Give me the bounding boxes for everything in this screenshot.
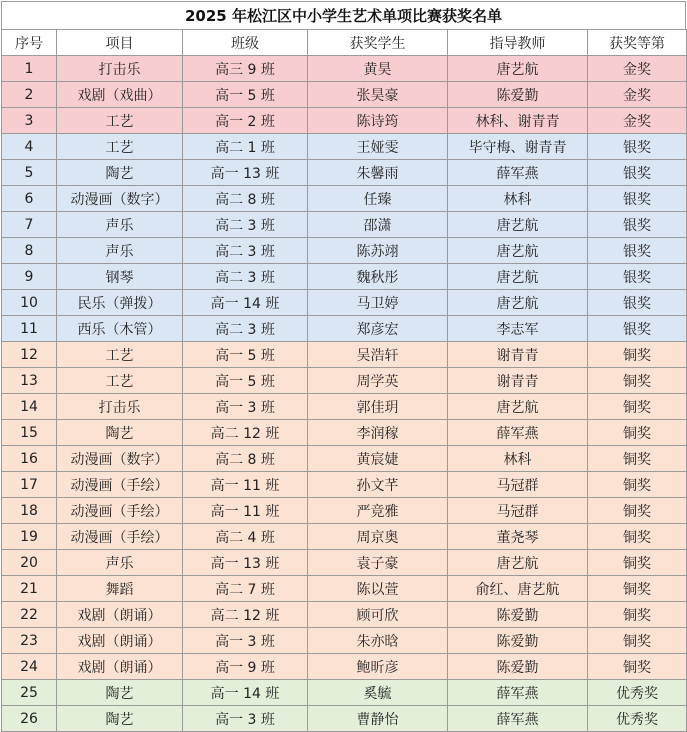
header-item: 项目 bbox=[57, 30, 183, 56]
cell-teacher: 林科、谢青青 bbox=[448, 108, 588, 134]
cell-item: 动漫画（数字） bbox=[57, 446, 183, 472]
cell-item: 舞蹈 bbox=[57, 576, 183, 602]
table-row bbox=[2, 472, 687, 498]
cell-student: 吴浩轩 bbox=[308, 342, 448, 368]
cell-class: 高二 3 班 bbox=[183, 238, 308, 264]
cell-number: 7 bbox=[2, 212, 57, 238]
table-body bbox=[2, 56, 687, 732]
cell-award: 铜奖 bbox=[588, 342, 687, 368]
cell-item: 戏剧（朗诵） bbox=[57, 602, 183, 628]
cell-item: 戏剧（朗诵） bbox=[57, 654, 183, 680]
table-row bbox=[2, 420, 687, 446]
cell-number: 22 bbox=[2, 602, 57, 628]
cell-item: 声乐 bbox=[57, 238, 183, 264]
cell-class: 高二 8 班 bbox=[183, 186, 308, 212]
cell-student: 朱亦晗 bbox=[308, 628, 448, 654]
table-row bbox=[2, 524, 687, 550]
cell-class: 高一 5 班 bbox=[183, 82, 308, 108]
cell-class: 高一 9 班 bbox=[183, 654, 308, 680]
cell-award: 银奖 bbox=[588, 316, 687, 342]
cell-student: 魏秋彤 bbox=[308, 264, 448, 290]
cell-award: 铜奖 bbox=[588, 524, 687, 550]
cell-class: 高二 3 班 bbox=[183, 212, 308, 238]
cell-teacher: 谢青青 bbox=[448, 368, 588, 394]
header-number: 序号 bbox=[2, 30, 57, 56]
cell-item: 工艺 bbox=[57, 342, 183, 368]
cell-item: 民乐（弹拨） bbox=[57, 290, 183, 316]
cell-item: 声乐 bbox=[57, 212, 183, 238]
cell-number: 18 bbox=[2, 498, 57, 524]
cell-award: 铜奖 bbox=[588, 602, 687, 628]
cell-student: 周学英 bbox=[308, 368, 448, 394]
cell-award: 优秀奖 bbox=[588, 706, 687, 732]
cell-item: 钢琴 bbox=[57, 264, 183, 290]
table-header bbox=[2, 30, 687, 56]
cell-class: 高一 11 班 bbox=[183, 472, 308, 498]
cell-class: 高二 1 班 bbox=[183, 134, 308, 160]
cell-award: 银奖 bbox=[588, 212, 687, 238]
cell-teacher: 俞红、唐艺航 bbox=[448, 576, 588, 602]
cell-item: 打击乐 bbox=[57, 56, 183, 82]
cell-class: 高一 3 班 bbox=[183, 706, 308, 732]
cell-award: 铜奖 bbox=[588, 628, 687, 654]
cell-item: 陶艺 bbox=[57, 680, 183, 706]
cell-student: 朱馨雨 bbox=[308, 160, 448, 186]
cell-student: 黄昊 bbox=[308, 56, 448, 82]
cell-item: 声乐 bbox=[57, 550, 183, 576]
cell-student: 孙文芊 bbox=[308, 472, 448, 498]
table-row bbox=[2, 134, 687, 160]
cell-student: 袁子豪 bbox=[308, 550, 448, 576]
cell-class: 高二 7 班 bbox=[183, 576, 308, 602]
cell-class: 高一 5 班 bbox=[183, 342, 308, 368]
cell-number: 13 bbox=[2, 368, 57, 394]
table-row bbox=[2, 706, 687, 732]
cell-teacher: 唐艺航 bbox=[448, 264, 588, 290]
header-award: 获奖等第 bbox=[588, 30, 687, 56]
cell-award: 铜奖 bbox=[588, 394, 687, 420]
cell-student: 陈诗筠 bbox=[308, 108, 448, 134]
cell-award: 铜奖 bbox=[588, 472, 687, 498]
table-row bbox=[2, 316, 687, 342]
cell-teacher: 陈爱勤 bbox=[448, 602, 588, 628]
table-row bbox=[2, 550, 687, 576]
cell-class: 高二 3 班 bbox=[183, 264, 308, 290]
cell-item: 工艺 bbox=[57, 368, 183, 394]
cell-award: 银奖 bbox=[588, 264, 687, 290]
cell-class: 高一 5 班 bbox=[183, 368, 308, 394]
cell-number: 20 bbox=[2, 550, 57, 576]
table-row bbox=[2, 56, 687, 82]
table-row bbox=[2, 654, 687, 680]
cell-student: 顾可欣 bbox=[308, 602, 448, 628]
cell-class: 高一 14 班 bbox=[183, 290, 308, 316]
cell-number: 14 bbox=[2, 394, 57, 420]
cell-item: 动漫画（手绘） bbox=[57, 524, 183, 550]
cell-student: 严竞雅 bbox=[308, 498, 448, 524]
table-row bbox=[2, 394, 687, 420]
table-row bbox=[2, 160, 687, 186]
cell-item: 戏剧（朗诵） bbox=[57, 628, 183, 654]
cell-number: 25 bbox=[2, 680, 57, 706]
cell-teacher: 薛军燕 bbox=[448, 160, 588, 186]
cell-student: 鲍昕彦 bbox=[308, 654, 448, 680]
table-row bbox=[2, 602, 687, 628]
cell-student: 郑彦宏 bbox=[308, 316, 448, 342]
cell-item: 工艺 bbox=[57, 108, 183, 134]
cell-teacher: 董尧琴 bbox=[448, 524, 588, 550]
table-row bbox=[2, 576, 687, 602]
cell-student: 王娅雯 bbox=[308, 134, 448, 160]
table-row bbox=[2, 264, 687, 290]
table-row bbox=[2, 290, 687, 316]
cell-teacher: 唐艺航 bbox=[448, 238, 588, 264]
cell-student: 邵潇 bbox=[308, 212, 448, 238]
cell-award: 金奖 bbox=[588, 82, 687, 108]
cell-teacher: 林科 bbox=[448, 186, 588, 212]
cell-item: 动漫画（数字） bbox=[57, 186, 183, 212]
table-row bbox=[2, 368, 687, 394]
cell-teacher: 唐艺航 bbox=[448, 56, 588, 82]
cell-number: 10 bbox=[2, 290, 57, 316]
cell-student: 陈以萱 bbox=[308, 576, 448, 602]
cell-number: 6 bbox=[2, 186, 57, 212]
cell-item: 陶艺 bbox=[57, 160, 183, 186]
cell-class: 高二 4 班 bbox=[183, 524, 308, 550]
cell-class: 高一 3 班 bbox=[183, 628, 308, 654]
cell-class: 高一 13 班 bbox=[183, 160, 308, 186]
cell-award: 银奖 bbox=[588, 160, 687, 186]
cell-item: 打击乐 bbox=[57, 394, 183, 420]
award-list-sheet bbox=[1, 1, 686, 732]
cell-student: 马卫婷 bbox=[308, 290, 448, 316]
cell-teacher: 唐艺航 bbox=[448, 212, 588, 238]
cell-teacher: 谢青青 bbox=[448, 342, 588, 368]
header-row bbox=[2, 30, 687, 56]
cell-number: 11 bbox=[2, 316, 57, 342]
cell-teacher: 马冠群 bbox=[448, 498, 588, 524]
cell-teacher: 薛军燕 bbox=[448, 420, 588, 446]
cell-teacher: 陈爱勤 bbox=[448, 82, 588, 108]
cell-student: 张昊豪 bbox=[308, 82, 448, 108]
table-row bbox=[2, 186, 687, 212]
table-row bbox=[2, 498, 687, 524]
cell-item: 戏剧（戏曲） bbox=[57, 82, 183, 108]
cell-class: 高一 14 班 bbox=[183, 680, 308, 706]
cell-item: 西乐（木管） bbox=[57, 316, 183, 342]
cell-award: 金奖 bbox=[588, 108, 687, 134]
table-row bbox=[2, 628, 687, 654]
cell-award: 银奖 bbox=[588, 186, 687, 212]
cell-number: 23 bbox=[2, 628, 57, 654]
header-student: 获奖学生 bbox=[308, 30, 448, 56]
cell-number: 16 bbox=[2, 446, 57, 472]
cell-number: 2 bbox=[2, 82, 57, 108]
cell-class: 高一 2 班 bbox=[183, 108, 308, 134]
cell-award: 银奖 bbox=[588, 238, 687, 264]
page-title: 2025 年松江区中小学生艺术单项比赛获奖名单 bbox=[1, 1, 686, 29]
table-row bbox=[2, 342, 687, 368]
cell-teacher: 薛军燕 bbox=[448, 706, 588, 732]
cell-class: 高一 11 班 bbox=[183, 498, 308, 524]
cell-student: 黄宸婕 bbox=[308, 446, 448, 472]
table-row bbox=[2, 446, 687, 472]
cell-student: 李润稼 bbox=[308, 420, 448, 446]
cell-class: 高二 3 班 bbox=[183, 316, 308, 342]
cell-award: 铜奖 bbox=[588, 550, 687, 576]
header-teacher: 指导教师 bbox=[448, 30, 588, 56]
cell-award: 银奖 bbox=[588, 290, 687, 316]
table-row bbox=[2, 108, 687, 134]
cell-class: 高一 13 班 bbox=[183, 550, 308, 576]
header-class: 班级 bbox=[183, 30, 308, 56]
cell-class: 高二 8 班 bbox=[183, 446, 308, 472]
cell-award: 银奖 bbox=[588, 134, 687, 160]
cell-award: 铜奖 bbox=[588, 368, 687, 394]
cell-student: 任臻 bbox=[308, 186, 448, 212]
cell-teacher: 马冠群 bbox=[448, 472, 588, 498]
cell-number: 12 bbox=[2, 342, 57, 368]
cell-student: 周京奥 bbox=[308, 524, 448, 550]
cell-item: 动漫画（手绘） bbox=[57, 472, 183, 498]
cell-teacher: 陈爱勤 bbox=[448, 654, 588, 680]
table-row bbox=[2, 82, 687, 108]
table-row bbox=[2, 212, 687, 238]
cell-award: 金奖 bbox=[588, 56, 687, 82]
cell-teacher: 林科 bbox=[448, 446, 588, 472]
cell-teacher: 毕守梅、谢青青 bbox=[448, 134, 588, 160]
cell-teacher: 陈爱勤 bbox=[448, 628, 588, 654]
cell-number: 8 bbox=[2, 238, 57, 264]
cell-class: 高三 9 班 bbox=[183, 56, 308, 82]
cell-number: 17 bbox=[2, 472, 57, 498]
cell-student: 曹静怡 bbox=[308, 706, 448, 732]
cell-number: 1 bbox=[2, 56, 57, 82]
cell-award: 铜奖 bbox=[588, 420, 687, 446]
cell-teacher: 唐艺航 bbox=[448, 290, 588, 316]
cell-class: 高一 3 班 bbox=[183, 394, 308, 420]
cell-teacher: 李志军 bbox=[448, 316, 588, 342]
cell-number: 19 bbox=[2, 524, 57, 550]
cell-class: 高二 12 班 bbox=[183, 420, 308, 446]
cell-item: 陶艺 bbox=[57, 420, 183, 446]
cell-class: 高二 12 班 bbox=[183, 602, 308, 628]
cell-item: 陶艺 bbox=[57, 706, 183, 732]
cell-teacher: 薛军燕 bbox=[448, 680, 588, 706]
award-table bbox=[1, 29, 687, 732]
cell-number: 26 bbox=[2, 706, 57, 732]
cell-student: 陈苏翊 bbox=[308, 238, 448, 264]
table-row bbox=[2, 680, 687, 706]
cell-number: 15 bbox=[2, 420, 57, 446]
cell-teacher: 唐艺航 bbox=[448, 550, 588, 576]
cell-award: 铜奖 bbox=[588, 576, 687, 602]
cell-teacher: 唐艺航 bbox=[448, 394, 588, 420]
cell-student: 奚毓 bbox=[308, 680, 448, 706]
cell-award: 铜奖 bbox=[588, 654, 687, 680]
cell-award: 铜奖 bbox=[588, 498, 687, 524]
cell-student: 郭佳玥 bbox=[308, 394, 448, 420]
cell-award: 优秀奖 bbox=[588, 680, 687, 706]
cell-number: 21 bbox=[2, 576, 57, 602]
cell-number: 4 bbox=[2, 134, 57, 160]
table-row bbox=[2, 238, 687, 264]
cell-item: 动漫画（手绘） bbox=[57, 498, 183, 524]
cell-number: 5 bbox=[2, 160, 57, 186]
cell-number: 9 bbox=[2, 264, 57, 290]
cell-item: 工艺 bbox=[57, 134, 183, 160]
cell-number: 3 bbox=[2, 108, 57, 134]
cell-number: 24 bbox=[2, 654, 57, 680]
cell-award: 铜奖 bbox=[588, 446, 687, 472]
